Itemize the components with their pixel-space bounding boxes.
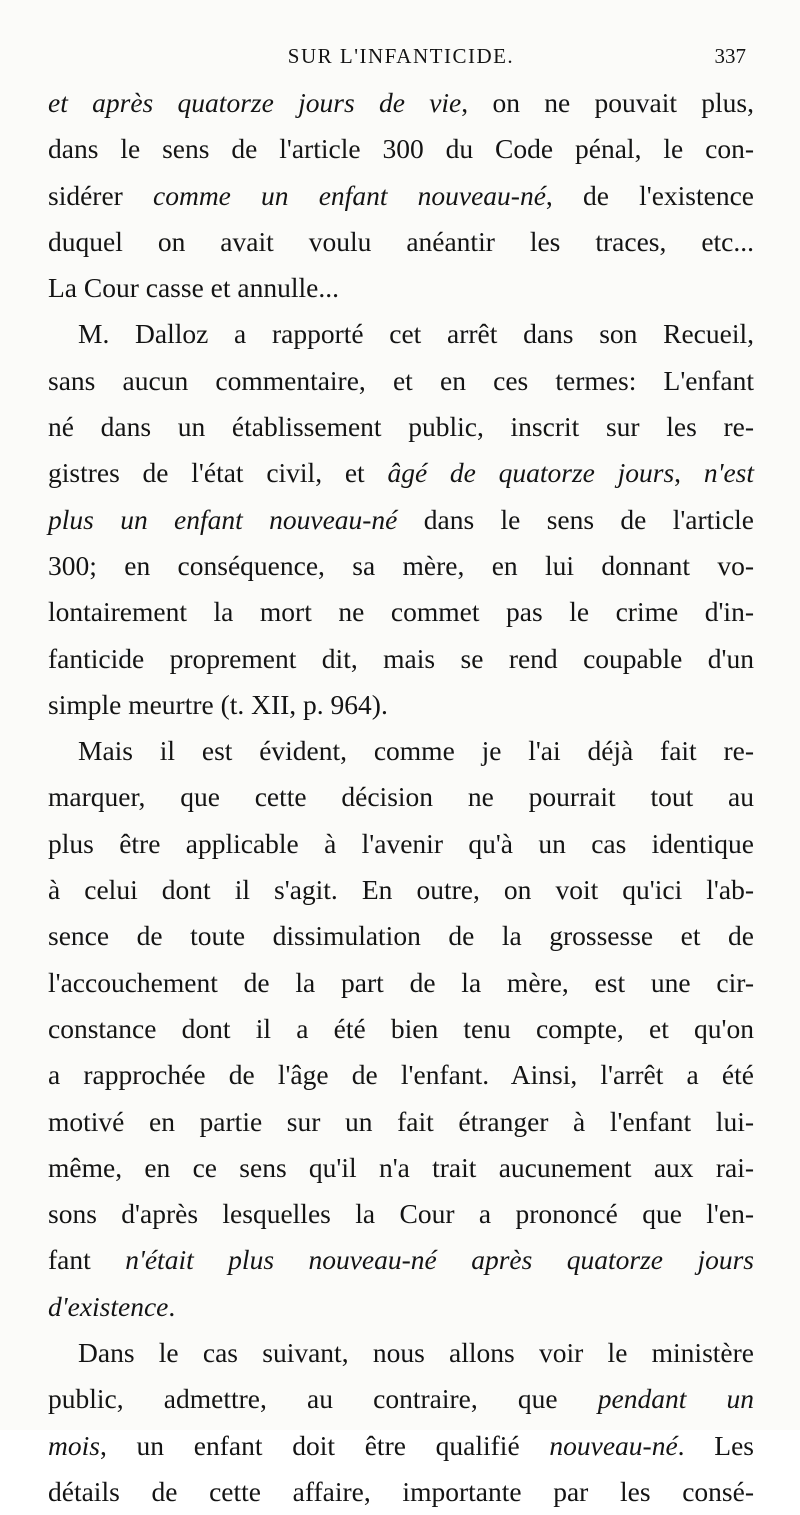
text-line (48, 821, 754, 867)
italic-text: comme un enfant nouveau-né (153, 179, 546, 211)
text-segment: Dans le cas suivant, nous allons voir le ministère (78, 1337, 754, 1369)
text-line (48, 219, 754, 265)
text-segment: M. Dalloz a rapporté cet arrêt dans son Recueil, (78, 318, 754, 350)
text-line (48, 1469, 754, 1515)
text-line (48, 913, 754, 959)
text-segment: à celui dont il s'agit. En outre, on voit qu'ici l'ab- (48, 874, 754, 906)
text-line (48, 960, 754, 1006)
text-line (48, 126, 754, 172)
text-segment: , on ne pouvait plus, (461, 87, 754, 118)
text-segment: , de l'existence (545, 179, 754, 211)
text-segment: fanticide proprement dit, mais se rend coupable d'un (48, 642, 754, 674)
text-line (48, 589, 754, 635)
text-segment: sons d'après lesquelles la Cour a prononcé que l'en- (48, 1198, 754, 1230)
text-segment: . (168, 1290, 176, 1322)
body-text (48, 80, 754, 1515)
italic-text: pendant un (597, 1383, 754, 1415)
text-line (48, 497, 754, 543)
text-segment: plus être applicable à l'avenir qu'à un cas identique (48, 827, 754, 859)
paragraph-first-line (48, 728, 754, 774)
page-number: 337 (714, 44, 746, 68)
text-line (48, 867, 754, 913)
text-segment: , (674, 457, 704, 489)
text-line (48, 1006, 754, 1052)
text-segment: sidérer (48, 179, 153, 211)
text-segment: dans le sens de l'article (397, 503, 754, 535)
text-line (48, 265, 754, 311)
italic-text: mois (48, 1429, 100, 1461)
text-line (48, 404, 754, 450)
text-segment: 300; en conséquence, sa mère, en lui donnant vo- (48, 549, 754, 581)
text-segment: . Les (677, 1429, 754, 1461)
paragraph-first-line (48, 1330, 754, 1376)
text-line (48, 450, 754, 496)
text-line (48, 682, 754, 728)
text-segment: gistres de l'état civil, et (48, 457, 388, 489)
text-line (48, 1237, 754, 1283)
text-segment: , un enfant doit être qualifié (99, 1429, 550, 1461)
running-head (48, 44, 754, 74)
text-line (48, 1376, 754, 1422)
text-segment: Mais il est évident, comme je l'ai déjà fait re- (78, 735, 754, 767)
text-segment: La Cour casse et annulle... (48, 272, 339, 304)
italic-text: âgé de quatorze jours (387, 457, 675, 489)
text-line (48, 1284, 754, 1330)
text-segment: l'accouchement de la part de la mère, est une cir- (48, 966, 754, 998)
italic-text: nouveau-né (549, 1429, 678, 1461)
text-line (48, 173, 754, 219)
text-line (48, 774, 754, 820)
text-segment: duquel on avait voulu anéantir les traces, etc... (48, 225, 754, 257)
text-segment: lontairement la mort ne commet pas le crime d'in- (48, 596, 754, 628)
text-segment: né dans un établissement public, inscrit sur les re- (48, 411, 754, 443)
text-segment: marquer, que cette décision ne pourrait tout au (48, 781, 754, 813)
text-line (48, 80, 754, 126)
text-line (48, 1145, 754, 1191)
text-segment: dans le sens de l'article 300 du Code pénal, le con- (48, 133, 754, 165)
text-segment: détails de cette affaire, importante par les consé- (48, 1475, 754, 1507)
text-line (48, 358, 754, 404)
text-line (48, 636, 754, 682)
italic-text: n'est (703, 457, 754, 489)
text-segment: public, admettre, au contraire, que (48, 1383, 598, 1415)
text-segment: a rapprochée de l'âge de l'enfant. Ainsi, l'arrêt a été (48, 1059, 754, 1091)
text-segment: constance dont il a été bien tenu compte, et qu'on (48, 1012, 754, 1044)
italic-text: plus un enfant nouveau-né (48, 503, 398, 535)
text-line (48, 1191, 754, 1237)
italic-text: n'était plus nouveau-né après quatorze jours (125, 1244, 755, 1276)
text-line (48, 543, 754, 589)
text-segment: simple meurtre (t. XII, p. 964). (48, 688, 388, 720)
running-title: SUR L'INFANTICIDE. (287, 44, 515, 68)
text-line (48, 1052, 754, 1098)
text-segment: sence de toute dissimulation de la grossesse et de (48, 920, 754, 952)
italic-text: et après quatorze jours de vie (48, 87, 462, 118)
paragraph-first-line (48, 311, 754, 357)
italic-text: d'existence (48, 1290, 169, 1322)
text-line (48, 1099, 754, 1145)
text-segment: fant (48, 1244, 126, 1276)
text-segment: sans aucun commentaire, et en ces termes: L'enfant (48, 364, 754, 396)
text-segment: même, en ce sens qu'il n'a trait aucunement aux rai- (48, 1151, 754, 1183)
text-segment: motivé en partie sur un fait étranger à l'enfant lui- (48, 1105, 754, 1137)
